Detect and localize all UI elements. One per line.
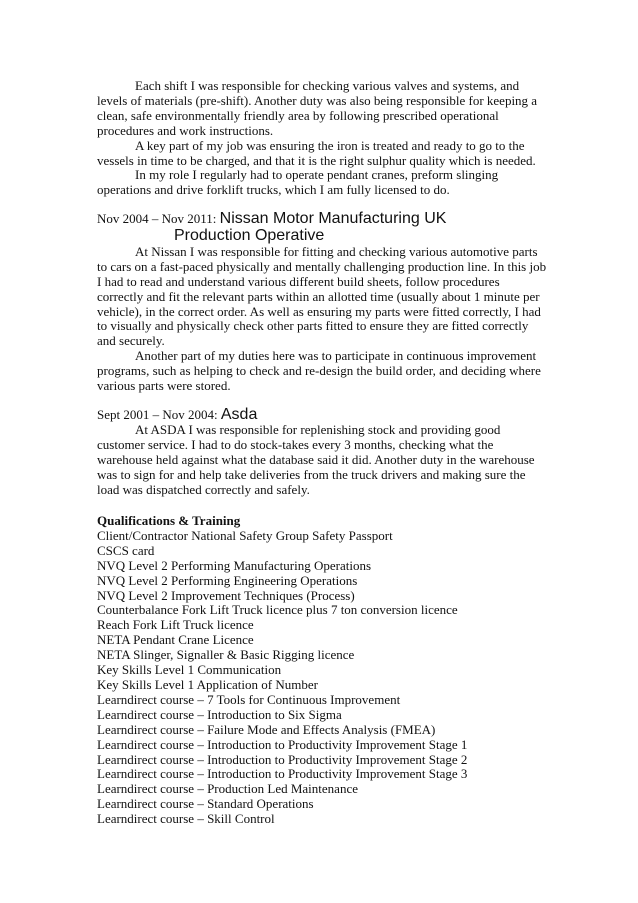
nissan-paragraph-2: Another part of my duties here was to participate in continuous improvement programs, such as helping to check and re-design the build order, and deciding where various parts were stored.: [97, 348, 541, 394]
qualifications-section: [97, 514, 547, 827]
intro-section: [97, 79, 547, 198]
qualification-item: CSCS card: [97, 542, 155, 558]
qualification-item: Learndirect course – Introduction to Productivity Improvement Stage 2: [97, 751, 468, 767]
intro-paragraph-1: Each shift I was responsible for checking various valves and systems, and levels of materials (pre-shift). Another duty was also being responsible for keeping a clean, safe environmentally friendly area by following prescribed operational procedures and work instructions.: [97, 78, 538, 138]
nissan-heading: [97, 212, 547, 245]
qualification-item: Client/Contractor National Safety Group Safety Passport: [97, 527, 393, 543]
qualification-item: Learndirect course – Introduction to Productivity Improvement Stage 3: [97, 766, 468, 782]
asda-paragraph-1: At ASDA I was responsible for replenishing stock and providing good customer service. I had to do stock-takes every 3 months, checking what the warehouse held against what the database said it did. Another duty in the warehouse was to sign for and help take deliveries from the truck drivers and making sure the load was dispatched correctly and safely.: [97, 421, 535, 497]
qualifications-title: Qualifications & Training: [97, 513, 241, 528]
asda-section: [97, 408, 547, 497]
asda-heading: [97, 408, 547, 423]
qualification-item: Learndirect course – Standard Operations: [97, 796, 314, 812]
qualification-item: Learndirect course – Introduction to Productivity Improvement Stage 1: [97, 736, 468, 752]
nissan-role: Production Operative: [174, 226, 325, 244]
qualification-item: NETA Slinger, Signaller & Basic Rigging licence: [97, 647, 355, 663]
qualification-item: Reach Fork Lift Truck licence: [97, 617, 254, 633]
qualification-item: Learndirect course – Introduction to Six Sigma: [97, 706, 342, 722]
qualification-item: Learndirect course – Production Led Maintenance: [97, 781, 358, 797]
nissan-section: [97, 212, 547, 394]
qualifications-list: [97, 529, 547, 827]
qualification-item: Learndirect course – 7 Tools for Continuous Improvement: [97, 691, 401, 707]
nissan-dates: Nov 2004 – Nov 2011:: [97, 211, 217, 226]
asda-employer: Asda: [220, 406, 258, 423]
asda-dates: Sept 2001 – Nov 2004:: [97, 407, 218, 422]
qualification-item: NVQ Level 2 Performing Manufacturing Operations: [97, 557, 372, 573]
qualification-item: NETA Pendant Crane Licence: [97, 632, 254, 648]
intro-paragraph-2: A key part of my job was ensuring the iron is treated and ready to go to the vessels in time to be charged, and that it is the right sulphur quality which is needed.: [97, 137, 536, 168]
qualification-item: Key Skills Level 1 Communication: [97, 662, 282, 678]
qualification-item: Key Skills Level 1 Application of Number: [97, 676, 318, 692]
qualification-item: NVQ Level 2 Improvement Techniques (Process): [97, 587, 355, 603]
qualification-item: Counterbalance Fork Lift Truck licence plus 7 ton conversion licence: [97, 602, 458, 618]
qualification-item: Learndirect course – Skill Control: [97, 811, 275, 827]
intro-paragraph-3: In my role I regularly had to operate pendant cranes, preform slinging operations and drive forklift trucks, which I am fully licensed to do.: [97, 167, 499, 198]
qualification-item: NVQ Level 2 Performing Engineering Operations: [97, 572, 358, 588]
nissan-paragraph-1: At Nissan I was responsible for fitting and checking various automotive parts to cars on a fast-paced physically and mentally challenging production line. In this job I had to read and understand various different build sheets, follow procedures correctly and fit the relevant parts within an allotted time (usually about 1 minute per vehicle), in the correct order. As well as ensuring my parts were fitted correctly, I had to visually and physically check other parts fitted to ensure they are fitted correctly and securely.: [97, 243, 547, 349]
qualification-item: Learndirect course – Failure Mode and Effects Analysis (FMEA): [97, 721, 436, 737]
nissan-employer: Nissan Motor Manufacturing UK: [219, 210, 447, 227]
